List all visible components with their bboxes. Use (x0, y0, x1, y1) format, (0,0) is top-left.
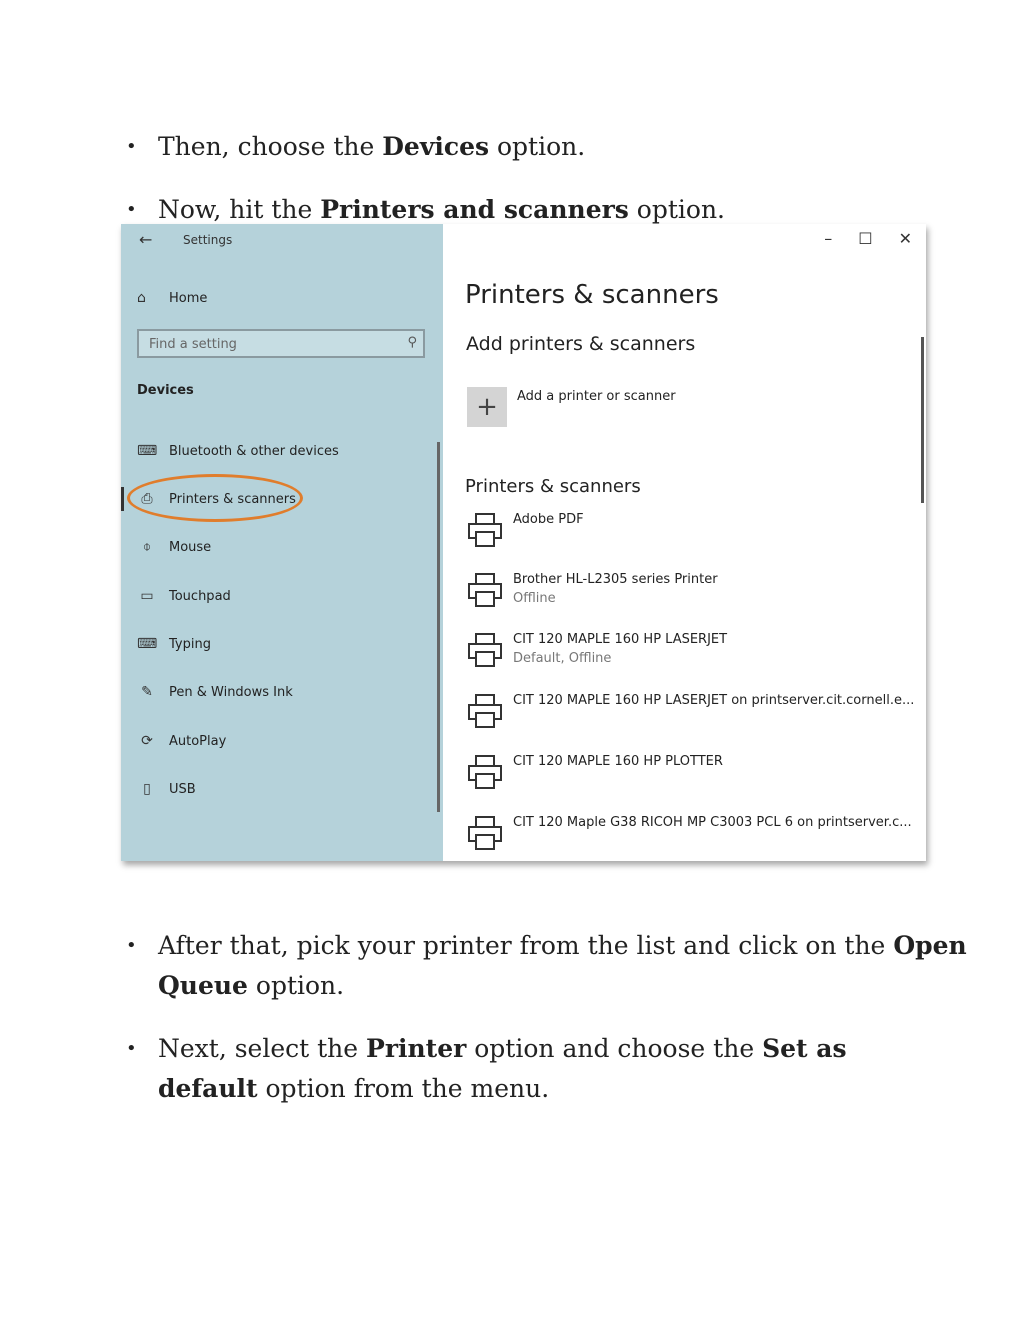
printer-icon (467, 572, 503, 608)
printer-icon (467, 754, 503, 790)
bullet-text-line2 (158, 966, 344, 1006)
sidebar-item-label: Pen & Windows Ink (169, 684, 293, 700)
text-run: Next, select the (158, 1034, 367, 1063)
autoplay-icon: ⟳ (141, 733, 153, 749)
printer-name: CIT 120 MAPLE 160 HP LASERJET (513, 632, 728, 647)
printer-list-item[interactable] (467, 632, 907, 672)
text-run: After that, pick your printer from the list and click on the (158, 931, 894, 960)
home-label: Home (169, 290, 208, 306)
printer-name: CIT 120 MAPLE 160 HP LASERJET on printserver.cit.cornell.e... (513, 693, 915, 708)
text-run: option and choose the (466, 1034, 763, 1063)
printer-list-item[interactable] (467, 512, 907, 552)
bold-term: Devices (382, 132, 490, 161)
settings-search[interactable] (137, 329, 425, 358)
sidebar-item-autoplay[interactable] (137, 729, 427, 753)
sidebar-scrollbar[interactable] (437, 442, 440, 812)
sidebar-item-label: AutoPlay (169, 733, 227, 749)
bluetooth-devices-icon: ⌨ (137, 443, 158, 459)
sidebar-item-label: Typing (169, 636, 211, 652)
touchpad-icon: ▭ (140, 588, 154, 604)
printer-status: Default, Offline (513, 651, 612, 666)
sidebar-item-usb[interactable] (137, 777, 427, 801)
bold-term: Queue (158, 971, 248, 1000)
sidebar-item-mouse[interactable] (137, 535, 427, 559)
printer-icon (467, 815, 503, 851)
bullet-text-line1 (158, 926, 967, 966)
selected-indicator (121, 487, 124, 511)
printer-status: Offline (513, 591, 556, 606)
text-run: option. (247, 971, 345, 1000)
bullet-dot: • (126, 199, 137, 220)
caption-buttons (824, 229, 912, 248)
printers-list-heading: Printers & scanners (465, 476, 641, 497)
bullet-dot: • (126, 136, 137, 157)
printer-icon (467, 693, 503, 729)
sidebar-item-touchpad[interactable] (137, 584, 427, 608)
bold-term: Printers and scanners (320, 195, 629, 224)
usb-icon: ▯ (143, 781, 151, 797)
sidebar-item-typing[interactable] (137, 632, 427, 656)
text-run: option. (628, 195, 725, 224)
text-run: Now, hit the (158, 195, 321, 224)
settings-sidebar (121, 224, 443, 861)
text-run: option. (489, 132, 586, 161)
printer-icon: ⎙ (141, 491, 153, 507)
printer-list-item[interactable] (467, 693, 915, 733)
printer-list-item[interactable] (467, 815, 912, 855)
printer-icon (467, 512, 503, 548)
sidebar-item-pen[interactable] (137, 680, 427, 704)
pen-icon: ✎ (141, 684, 153, 700)
add-printer-label[interactable]: Add a printer or scanner (517, 389, 676, 404)
printer-name: Brother HL-L2305 series Printer (513, 572, 718, 587)
home-icon: ⌂ (137, 290, 146, 306)
sidebar-item-label: Printers & scanners (169, 491, 296, 507)
main-scrollbar[interactable] (921, 337, 924, 503)
printer-name: CIT 120 Maple G38 RICOH MP C3003 PCL 6 on printserver.c... (513, 815, 912, 830)
search-icon: ⚲ (407, 335, 417, 350)
sidebar-item-label: Mouse (169, 539, 212, 555)
sidebar-item-bluetooth[interactable] (137, 439, 427, 463)
bullet-dot: • (126, 935, 137, 956)
home-nav-item[interactable] (137, 288, 207, 308)
highlight-ellipse-annotation (127, 474, 303, 522)
printer-icon (467, 632, 503, 668)
text-run: option from the menu. (257, 1074, 550, 1103)
bold-term: default (158, 1074, 258, 1103)
plus-icon: + (476, 392, 498, 422)
text-run: Then, choose the (158, 132, 383, 161)
close-icon[interactable]: ✕ (898, 229, 912, 248)
keyboard-icon: ⌨ (137, 636, 158, 652)
back-arrow-icon[interactable]: ← (139, 230, 153, 249)
bullet-text (158, 127, 585, 167)
section-heading-devices: Devices (137, 383, 194, 398)
bold-term: Set as (762, 1034, 847, 1063)
page-title: Printers & scanners (465, 280, 719, 310)
printer-list-item[interactable] (467, 754, 907, 794)
add-printer-button[interactable] (467, 387, 507, 427)
sidebar-item-label: USB (169, 781, 196, 797)
sidebar-item-label: Bluetooth & other devices (169, 443, 339, 459)
minimize-icon[interactable]: – (824, 229, 833, 248)
bullet-text-line1 (158, 1029, 847, 1069)
window-title: Settings (183, 233, 233, 247)
bullet-dot: • (126, 1038, 137, 1059)
printer-name: CIT 120 MAPLE 160 HP PLOTTER (513, 754, 723, 769)
sidebar-item-label: Touchpad (169, 588, 231, 604)
bold-term: Printer (366, 1034, 467, 1063)
maximize-icon[interactable]: ☐ (858, 229, 873, 248)
mouse-icon: ⌽ (142, 539, 152, 555)
search-input[interactable] (139, 331, 401, 358)
bold-term: Open (893, 931, 967, 960)
printer-name: Adobe PDF (513, 512, 584, 527)
printer-list-item[interactable] (467, 572, 907, 612)
settings-main-pane (443, 224, 926, 861)
settings-window-screenshot (121, 224, 926, 861)
bullet-text-line2 (158, 1069, 549, 1109)
add-printers-heading: Add printers & scanners (466, 333, 696, 355)
